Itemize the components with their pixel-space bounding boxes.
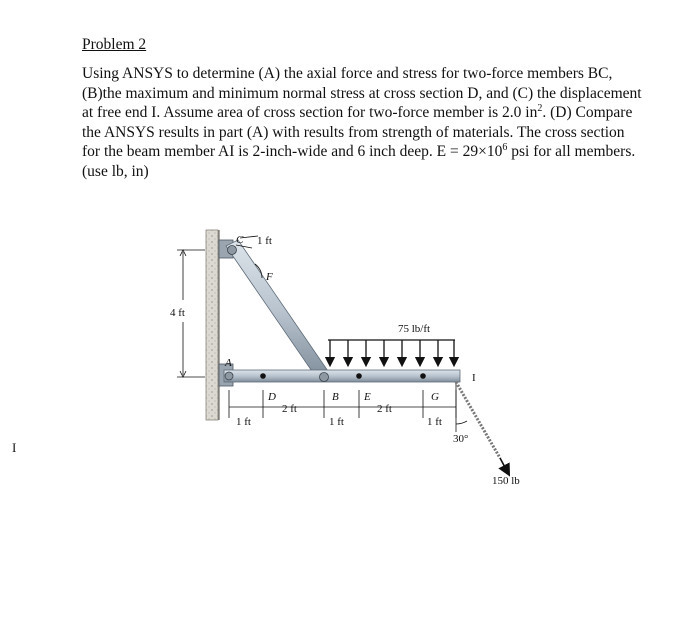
distributed-load-arrows [328,340,455,362]
label-g: G [431,391,439,403]
dim-g-to-i: 1 ft [427,416,442,428]
height-label: 4 ft [170,307,185,319]
label-f: F [266,271,273,283]
pin-a [225,372,233,380]
point-d-dot [260,373,266,379]
label-i: I [472,372,476,384]
label-b: B [332,391,339,403]
distributed-load-label: 75 lb/ft [398,323,431,335]
point-g-dot [420,373,426,379]
load-cable [456,382,500,458]
wall-support [206,230,218,420]
label-c: C [236,234,244,246]
span-dimension-line [229,390,456,418]
modulus-exponent: 6 [502,141,508,153]
dim-d-to-b: 2 ft [282,403,297,415]
statement-part-3: psi for all members. (use lb, in) [82,143,636,180]
label-a: A [225,357,232,369]
point-load-arrow [500,458,507,471]
label-d: D [268,391,276,403]
statement-part-1: Using ANSYS to determine (A) the axial force and stress for two-force members BC, (B)the maximum and minimum normal stress at cross section D, and (C) the displacement at free end I. Assume area of cross section for two-force member is 2.0 in [82,65,642,121]
dim-a-to-d: 1 ft [236,416,251,428]
dim-b-to-e: 1 ft [329,416,344,428]
pin-b [320,373,329,382]
area-exponent: 2 [537,102,543,114]
margin-cursor-mark: I [12,440,17,455]
dim-e-to-g: 2 ft [377,403,392,415]
c-offset-label: 1 ft [257,235,272,247]
label-e: E [364,391,371,403]
point-e-dot [356,373,362,379]
point-load-label: 150 lb [492,475,520,487]
angle-arc [456,421,467,424]
angle-label: 30° [453,433,469,445]
statement-part-2: . (D) Compare the ANSYS results in part (A) with results from strength of materials. The cross section for the beam member AI is 2-inch-wide and 6 inch deep. E = 29×10 [82,104,633,160]
strut-cb [226,240,330,380]
pin-c [228,246,237,255]
problem-title: Problem 2 [82,36,147,53]
